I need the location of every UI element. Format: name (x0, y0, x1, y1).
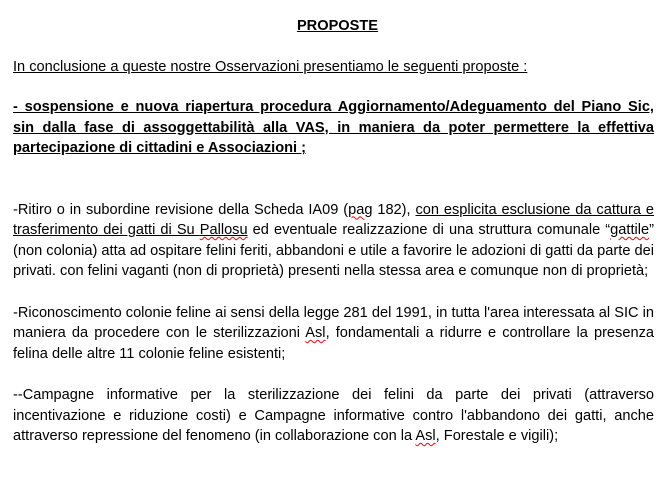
proposal-campagne-informative (13, 385, 654, 447)
intro-paragraph: In conclusione a queste nostre Osservazioni presentiamo le seguenti proposte : (13, 58, 528, 75)
text-run: con esplicita esclusione da cattura e trasferimento dei gatti di Su (13, 201, 655, 238)
spellcheck-word: Asl (415, 428, 436, 444)
spacer (13, 282, 654, 303)
spacer (13, 159, 654, 200)
text-run: -Riconoscimento colonie feline ai sensi della legge 281 del 1991, in tutta l'area interessata al SIC in maniera da procedere con le sterilizzazioni (13, 304, 654, 341)
spellcheck-word: gattile (610, 222, 650, 238)
text-run: ed eventuale realizzazione di una struttura comunale “ (247, 222, 611, 238)
text-run: ” (non colonia) atta ad ospitare felini feriti, abbandoni e utile a favorire le adozioni di gatti da parte dei privati. con felini vaganti (non di proprietà) presenti nella stessa area e comunque non di proprietà; (13, 222, 654, 279)
proposal-suspension: - sospensione e nuova riapertura procedura Aggiornamento/Adeguamento del Piano Sic, sin dalla fase di assoggettabilità alla VAS, in maniera da poter permettere la effettiva partecipazione di cittadini e Associazioni ; (13, 99, 654, 156)
spellcheck-word: pag (348, 201, 373, 218)
text-run: , fondamentali a ridurre e controllare la presenza felina delle altre 11 colonie feline esistenti; (13, 325, 654, 362)
document-page (13, 16, 654, 447)
spellcheck-word: Pallosu (199, 222, 248, 238)
document-title: PROPOSTE (296, 18, 379, 34)
text-run: -Ritiro o in subordine revisione della Scheda IA09 ( (13, 201, 349, 218)
proposal-colonie-feline (13, 303, 654, 365)
text-run: --Campagne informative per la sterilizzazione dei felini da parte dei privati (attraverso incentivazione e riduzione costi) e Campagne informative contro l'abbandono dei gatti, anche attraverso repressione del fenomeno (in collaborazione con la (13, 387, 654, 444)
text-run: , Forestale e vigili); (435, 428, 559, 444)
spellcheck-word: Asl (305, 325, 326, 341)
text-run: 182), (372, 201, 416, 218)
proposal-scheda-ia09 (13, 200, 654, 282)
spacer (13, 364, 654, 385)
